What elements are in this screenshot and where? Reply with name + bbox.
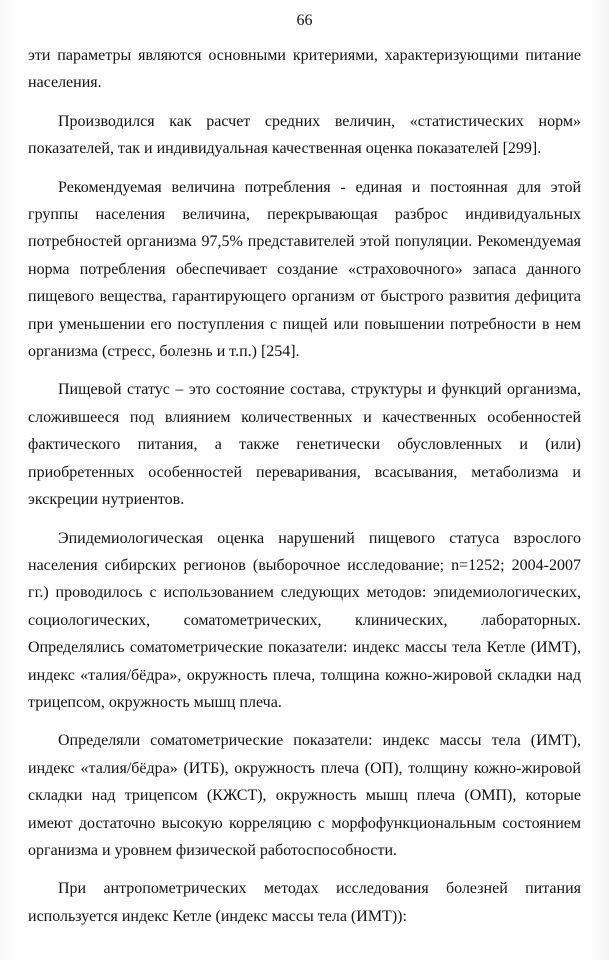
paragraph: Пищевой статус – это состояние состава, структуры и функций организма, сложившееся под влиянием количественных и качественных особенностей фактического питания, а также генетически обусловленных и (или) приобретенных особенностей переваривания, всасывания, метаболизма и экскреции нутриентов. (28, 381, 581, 509)
paragraph: При антропометрических методах исследования болезней питания используется индекс Кетле (индекс массы тела (ИМТ)): (28, 880, 581, 925)
paragraph: Эпидемиологическая оценка нарушений пищевого статуса взрослого населения сибирских регионов (выборочное исследование; n=1252; 2004-2007 гг.) проводилось с использованием следующих методов: эпидемиологических, социологических, соматометрических, клинических, лабораторных. Определялись соматометрические показатели: индекс массы тела Кетле (ИМТ), индекс «талия/бёдра», окружность плеча, толщина кожно-жировой складки над трицепсом, окружность мышц плеча. (28, 529, 581, 711)
paragraph: Определяли соматометрические показатели: индекс массы тела (ИМТ), индекс «талия/бёдра» (ИТБ), окружность плеча (ОП), толщину кожно-жировой складки над трицепсом (КЖСТ), окружность мышц плеча (ОМП), которые имеют достаточно высокую корреляцию с морфофункциональным состоянием организма и уровнем физической работоспособности. (28, 732, 581, 859)
paragraph: эти параметры являются основными критериями, характеризующими питание населения. (28, 47, 581, 92)
paragraph: Рекомендуемая величина потребления - единая и постоянная для этой группы населения величина, перекрывающая разброс индивидуальных потребностей организма 97,5% представителей этой популяции. Рекомендуемая норма потребления обеспечивает создание «страховочного» запаса данного пищевого вещества, гарантирующего организм от быстрого развития дефицита при уменьшении его поступления с пищей или повышении потребности в нем организма (стресс, болезнь и т.п.) [254]. (28, 178, 581, 361)
paragraph: Производился как расчет средних величин, «статистических норм» показателей, так и индивидуальная качественная оценка показателей [299]. (28, 112, 581, 158)
body-text (28, 42, 581, 941)
page-number: 66 (296, 12, 313, 29)
